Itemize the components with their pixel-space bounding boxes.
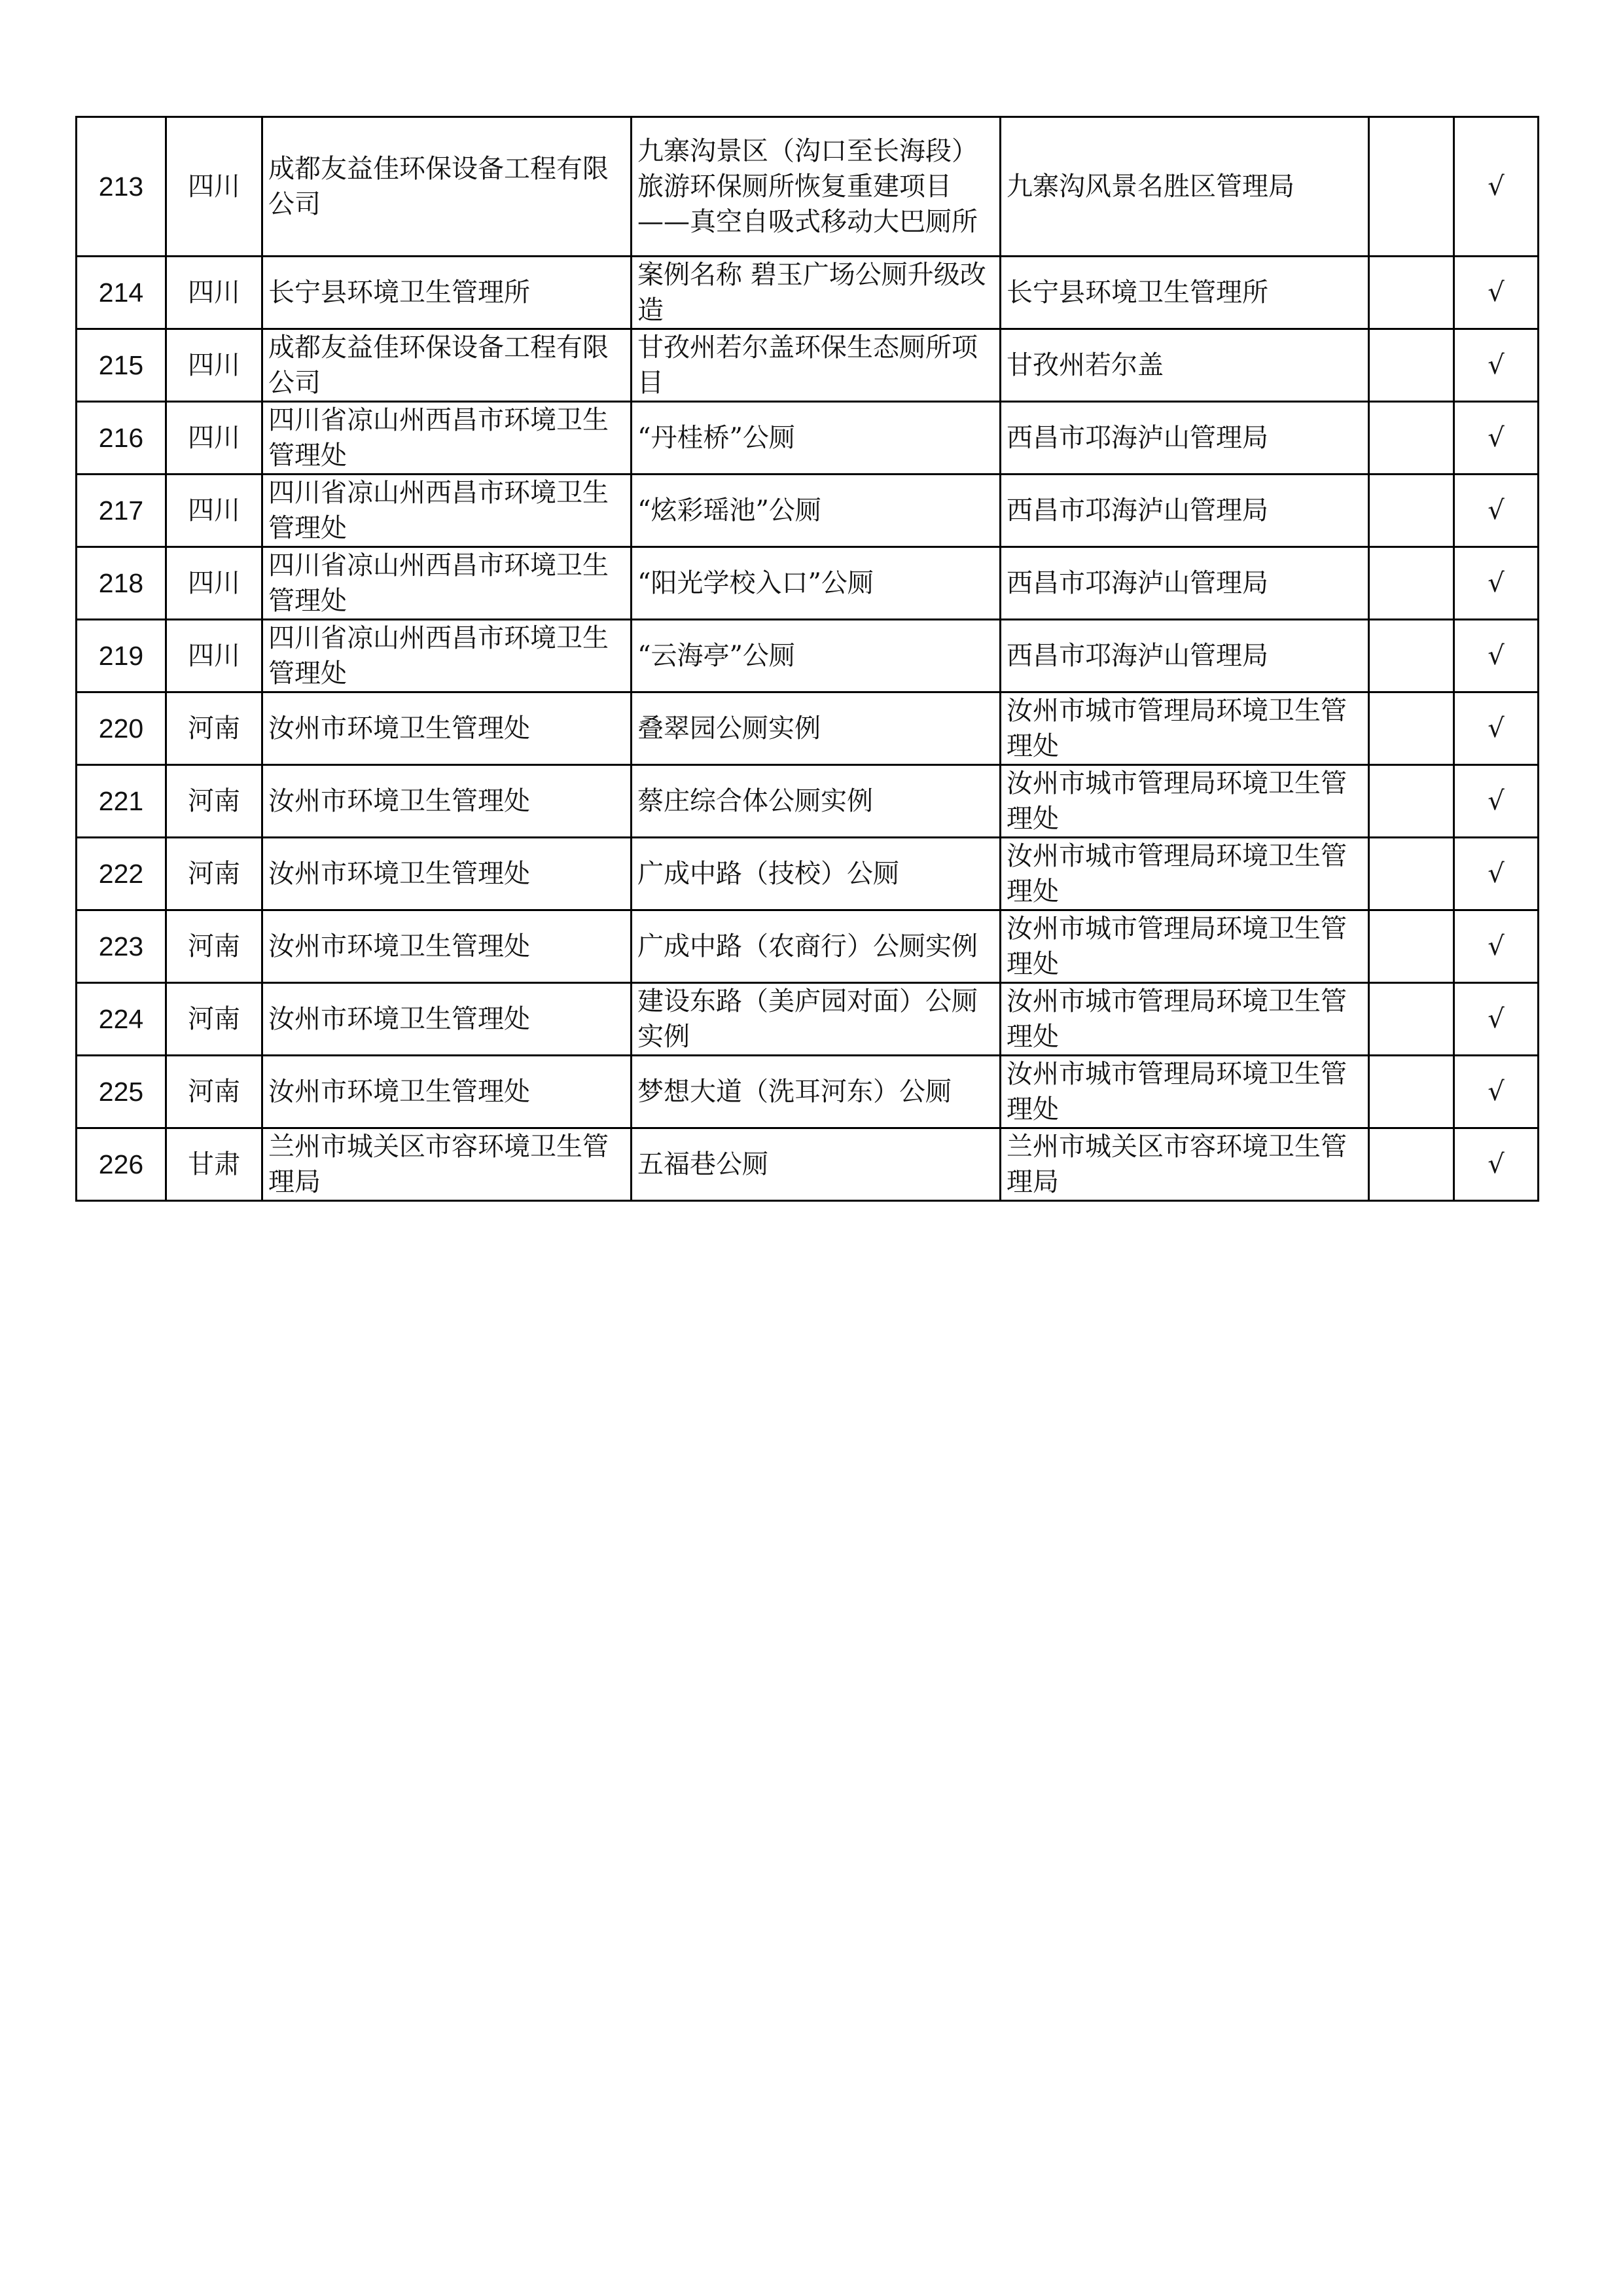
- project-cell: 广成中路（技校）公厕: [632, 838, 1001, 910]
- province-cell: 四川: [166, 402, 262, 475]
- blank-cell: [1369, 983, 1454, 1056]
- row-number: 224: [77, 983, 166, 1056]
- table-row: [77, 838, 1539, 910]
- table-row: [77, 402, 1539, 475]
- table-body: [77, 117, 1539, 1201]
- province-cell: 甘肃: [166, 1128, 262, 1201]
- table-row: [77, 257, 1539, 329]
- table-row: [77, 1128, 1539, 1201]
- blank-cell: [1369, 547, 1454, 620]
- owner-cell: 西昌市邛海泸山管理局: [1001, 475, 1369, 547]
- project-cell: 蔡庄综合体公厕实例: [632, 765, 1001, 838]
- owner-cell: 九寨沟风景名胜区管理局: [1001, 117, 1369, 257]
- project-cell: “丹桂桥”公厕: [632, 402, 1001, 475]
- row-number: 220: [77, 692, 166, 765]
- blank-cell: [1369, 910, 1454, 983]
- unit-cell: 四川省凉山州西昌市环境卫生管理处: [262, 547, 632, 620]
- unit-cell: 四川省凉山州西昌市环境卫生管理处: [262, 620, 632, 692]
- results-table: [75, 116, 1539, 1202]
- owner-cell: 西昌市邛海泸山管理局: [1001, 620, 1369, 692]
- province-cell: 河南: [166, 838, 262, 910]
- check-mark-cell: √: [1454, 475, 1539, 547]
- check-mark-cell: √: [1454, 692, 1539, 765]
- project-cell: 梦想大道（洗耳河东）公厕: [632, 1056, 1001, 1128]
- project-cell: “炫彩瑶池”公厕: [632, 475, 1001, 547]
- table-row: [77, 329, 1539, 402]
- unit-cell: 汝州市环境卫生管理处: [262, 765, 632, 838]
- table-row: [77, 692, 1539, 765]
- owner-cell: 汝州市城市管理局环境卫生管理处: [1001, 910, 1369, 983]
- project-cell: 九寨沟景区（沟口至长海段）旅游环保厕所恢复重建项目——真空自吸式移动大巴厕所: [632, 117, 1001, 257]
- row-number: 225: [77, 1056, 166, 1128]
- row-number: 213: [77, 117, 166, 257]
- unit-cell: 四川省凉山州西昌市环境卫生管理处: [262, 475, 632, 547]
- check-mark-cell: √: [1454, 547, 1539, 620]
- project-cell: “云海亭”公厕: [632, 620, 1001, 692]
- row-number: 214: [77, 257, 166, 329]
- table-row: [77, 620, 1539, 692]
- blank-cell: [1369, 117, 1454, 257]
- blank-cell: [1369, 620, 1454, 692]
- owner-cell: 汝州市城市管理局环境卫生管理处: [1001, 838, 1369, 910]
- row-number: 215: [77, 329, 166, 402]
- unit-cell: 四川省凉山州西昌市环境卫生管理处: [262, 402, 632, 475]
- table-row: [77, 117, 1539, 257]
- row-number: 226: [77, 1128, 166, 1201]
- unit-cell: 汝州市环境卫生管理处: [262, 983, 632, 1056]
- table-row: [77, 475, 1539, 547]
- row-number: 217: [77, 475, 166, 547]
- check-mark-cell: √: [1454, 620, 1539, 692]
- check-mark-cell: √: [1454, 1128, 1539, 1201]
- check-mark-cell: √: [1454, 765, 1539, 838]
- table-row: [77, 983, 1539, 1056]
- province-cell: 河南: [166, 910, 262, 983]
- owner-cell: 甘孜州若尔盖: [1001, 329, 1369, 402]
- province-cell: 四川: [166, 620, 262, 692]
- check-mark-cell: √: [1454, 1056, 1539, 1128]
- owner-cell: 西昌市邛海泸山管理局: [1001, 402, 1369, 475]
- blank-cell: [1369, 402, 1454, 475]
- row-number: 218: [77, 547, 166, 620]
- province-cell: 四川: [166, 547, 262, 620]
- province-cell: 四川: [166, 257, 262, 329]
- project-cell: 叠翠园公厕实例: [632, 692, 1001, 765]
- unit-cell: 长宁县环境卫生管理所: [262, 257, 632, 329]
- project-cell: 甘孜州若尔盖环保生态厕所项目: [632, 329, 1001, 402]
- province-cell: 四川: [166, 329, 262, 402]
- owner-cell: 汝州市城市管理局环境卫生管理处: [1001, 692, 1369, 765]
- check-mark-cell: √: [1454, 910, 1539, 983]
- unit-cell: 汝州市环境卫生管理处: [262, 838, 632, 910]
- project-cell: 建设东路（美庐园对面）公厕实例: [632, 983, 1001, 1056]
- province-cell: 河南: [166, 983, 262, 1056]
- owner-cell: 汝州市城市管理局环境卫生管理处: [1001, 983, 1369, 1056]
- owner-cell: 西昌市邛海泸山管理局: [1001, 547, 1369, 620]
- blank-cell: [1369, 1128, 1454, 1201]
- blank-cell: [1369, 1056, 1454, 1128]
- unit-cell: 兰州市城关区市容环境卫生管理局: [262, 1128, 632, 1201]
- owner-cell: 长宁县环境卫生管理所: [1001, 257, 1369, 329]
- check-mark-cell: √: [1454, 983, 1539, 1056]
- check-mark-cell: √: [1454, 117, 1539, 257]
- check-mark-cell: √: [1454, 838, 1539, 910]
- table-row: [77, 765, 1539, 838]
- row-number: 222: [77, 838, 166, 910]
- project-cell: 五福巷公厕: [632, 1128, 1001, 1201]
- unit-cell: 成都友益佳环保设备工程有限公司: [262, 117, 632, 257]
- blank-cell: [1369, 692, 1454, 765]
- row-number: 219: [77, 620, 166, 692]
- unit-cell: 汝州市环境卫生管理处: [262, 1056, 632, 1128]
- row-number: 223: [77, 910, 166, 983]
- owner-cell: 兰州市城关区市容环境卫生管理局: [1001, 1128, 1369, 1201]
- project-cell: 广成中路（农商行）公厕实例: [632, 910, 1001, 983]
- blank-cell: [1369, 838, 1454, 910]
- unit-cell: 汝州市环境卫生管理处: [262, 692, 632, 765]
- province-cell: 河南: [166, 692, 262, 765]
- blank-cell: [1369, 329, 1454, 402]
- unit-cell: 汝州市环境卫生管理处: [262, 910, 632, 983]
- owner-cell: 汝州市城市管理局环境卫生管理处: [1001, 765, 1369, 838]
- province-cell: 四川: [166, 475, 262, 547]
- check-mark-cell: √: [1454, 329, 1539, 402]
- table-row: [77, 910, 1539, 983]
- row-number: 216: [77, 402, 166, 475]
- row-number: 221: [77, 765, 166, 838]
- unit-cell: 成都友益佳环保设备工程有限公司: [262, 329, 632, 402]
- owner-cell: 汝州市城市管理局环境卫生管理处: [1001, 1056, 1369, 1128]
- project-cell: “阳光学校入口”公厕: [632, 547, 1001, 620]
- province-cell: 河南: [166, 1056, 262, 1128]
- check-mark-cell: √: [1454, 257, 1539, 329]
- province-cell: 河南: [166, 765, 262, 838]
- province-cell: 四川: [166, 117, 262, 257]
- table-row: [77, 547, 1539, 620]
- check-mark-cell: √: [1454, 402, 1539, 475]
- table-row: [77, 1056, 1539, 1128]
- blank-cell: [1369, 765, 1454, 838]
- project-cell: 案例名称 碧玉广场公厕升级改造: [632, 257, 1001, 329]
- blank-cell: [1369, 475, 1454, 547]
- blank-cell: [1369, 257, 1454, 329]
